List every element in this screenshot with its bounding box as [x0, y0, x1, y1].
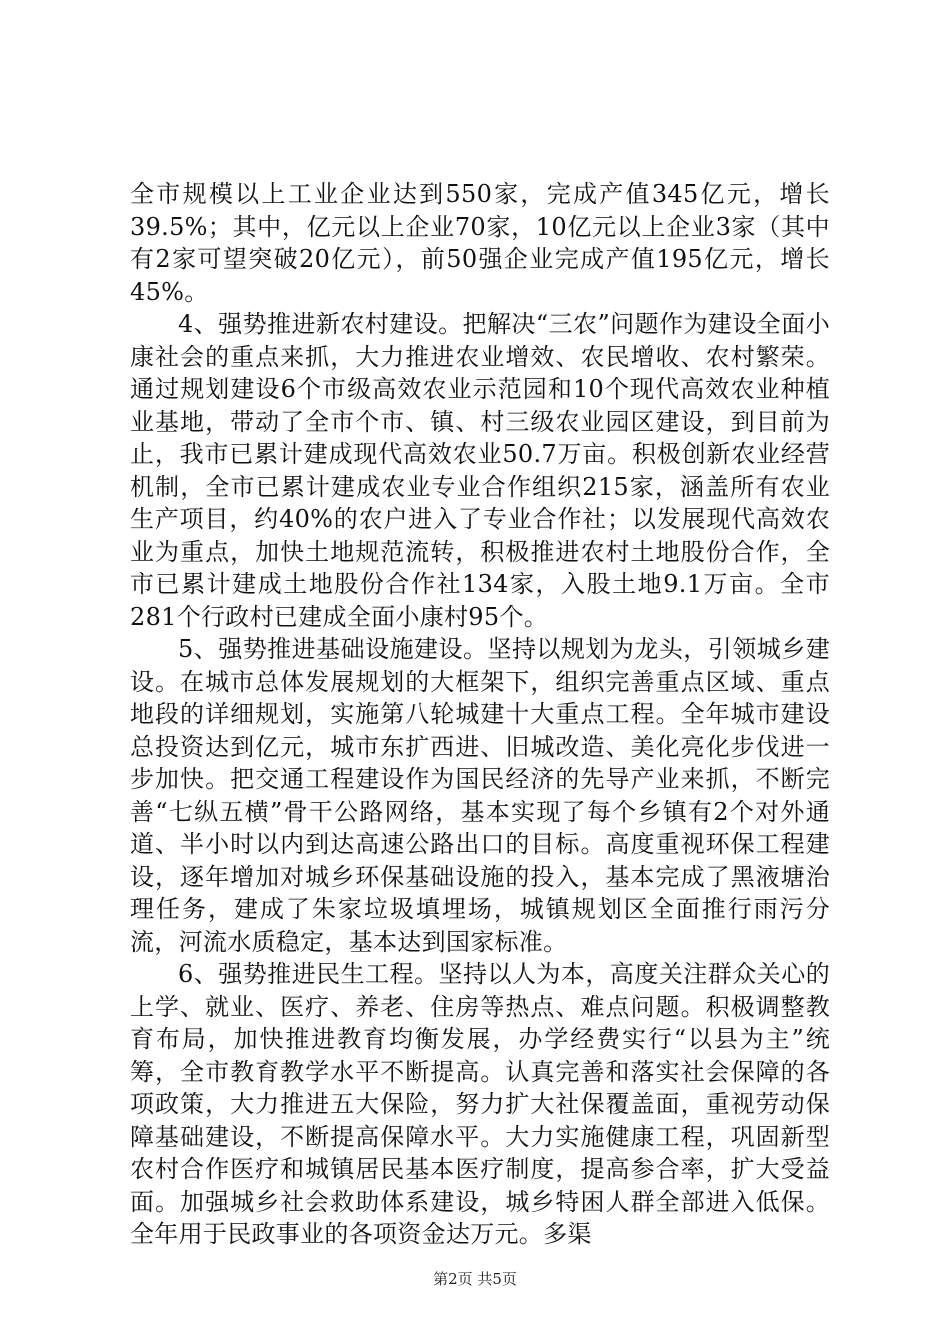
- paragraph-3: 5、强势推进基础设施建设。坚持以规划为龙头，引领城乡建设。在城市总体发展规划的大框架下，组织完善重点区域、重点地段的详细规划，实施第八轮城建十大重点工程。全年城市建设总投资达到亿元，城市东扩西进、旧城改造、美化亮化步伐进一步加快。把交通工程建设作为国民经济的先导产业来抓，不断完善“七纵五横”骨干公路网络，基本实现了每个乡镇有2个对外通道、半小时以内到达高速公路出口的目标。高度重视环保工程建设，逐年增加对城乡环保基础设施的投入，基本完成了黑液塘治理任务，建成了朱家垃圾填埋场，城镇规划区全面推行雨污分流，河流水质稳定，基本达到国家标准。: [130, 635, 830, 956]
- document-body: [130, 178, 830, 1251]
- page-footer: 第2页 共5页: [433, 1270, 517, 1288]
- paragraph-4: 6、强势推进民生工程。坚持以人为本，高度关注群众关心的上学、就业、医疗、养老、住房等热点、难点问题。积极调整教育布局，加快推进教育均衡发展，办学经费实行“以县为主”统筹，全市教育教学水平不断提高。认真完善和落实社会保障的各项政策，大力推进五大保险，努力扩大社保覆盖面，重视劳动保障基础建设，不断提高保障水平。大力实施健康工程，巩固新型农村合作医疗和城镇居民基本医疗制度，提高参合率，扩大受益面。加强城乡社会救助体系建设，城乡特困人群全部进入低保。全年用于民政事业的各项资金达万元。多渠: [130, 960, 830, 1248]
- paragraph-2: 4、强势推进新农村建设。把解决“三农”问题作为建设全面小康社会的重点来抓，大力推进农业增效、农民增收、农村繁荣。通过规划建设6个市级高效农业示范园和10个现代高效农业种植业基地，带动了全市个市、镇、村三级农业园区建设，到目前为止，我市已累计建成现代高效农业50.7万亩。积极创新农业经营机制，全市已累计建成农业专业合作组织215家，涵盖所有农业生产项目，约40%的农户进入了专业合作社；以发展现代高效农业为重点，加快土地规范流转，积极推进农村土地股份合作，全市已累计建成土地股份合作社134家，入股土地9.1万亩。全市281个行政村已建成全面小康村95个。: [130, 310, 830, 631]
- paragraph-1: 全市规模以上工业企业达到550家，完成产值345亿元，增长39.5%；其中，亿元以上企业70家，10亿元以上企业3家（其中有2家可望突破20亿元），前50强企业完成产值195亿元，增长45%。: [130, 180, 830, 306]
